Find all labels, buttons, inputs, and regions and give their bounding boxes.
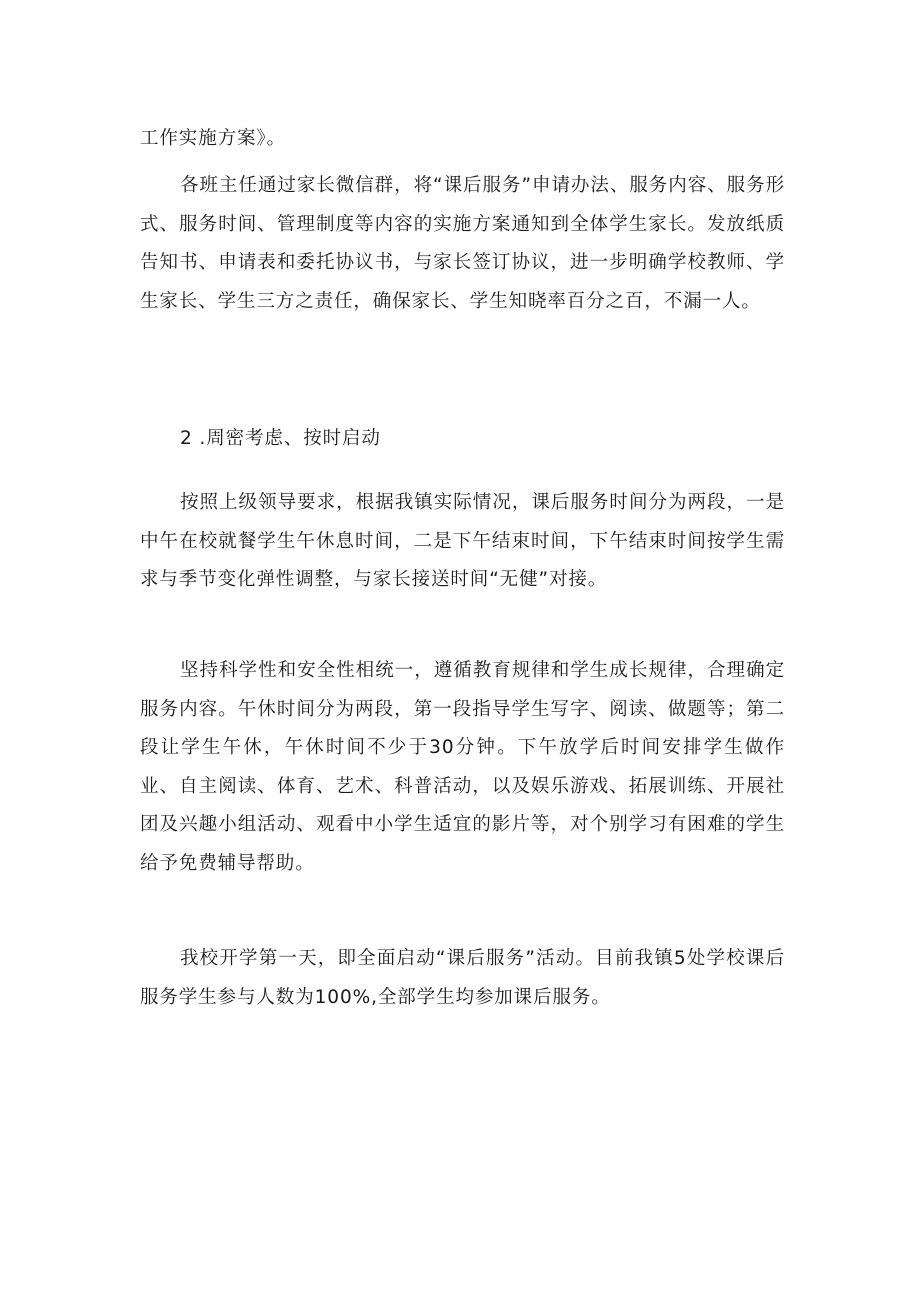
paragraph-launch: 我校开学第一天，即全面启动“课后服务”活动。目前我镇5处学校课后服务学生参与人数为100%,全部学生均参加课后服务。 — [140, 948, 785, 1008]
paragraph-schedule: 按照上级领导要求，根据我镇实际情况，课后服务时间分为两段，一是中午在校就餐学生午休息时间，二是下午结束时间，下午结束时间按学生需求与季节变化弹性调整，与家长接送时间“无健”对接。 — [140, 492, 785, 590]
section-heading: 2 .周密考虑、按时启动 — [180, 428, 381, 449]
paragraph-continuation: 工作实施方案》。 — [140, 128, 286, 149]
paragraph-notification: 各班主任通过家长微信群，将“课后服务”申请办法、服务内容、服务形式、服务时间、管理制度等内容的实施方案通知到全体学生家长。发放纸质告知书、申请表和委托协议书，与家长签订协议，进一步明确学校教师、学生家长、学生三方之责任，确保家长、学生知晓率百分之百，不漏一人。 — [140, 175, 785, 312]
paragraph-content: 坚持科学性和安全性相统一，遵循教育规律和学生成长规律，合理确定服务内容。午休时间分为两段，第一段指导学生写字、阅读、做题等；第二段让学生午休，午休时间不少于30分钟。下午放学后时间安排学生做作业、自主阅读、体育、艺术、科普活动，以及娱乐游戏、拓展训练、开展社团及兴趣小组活动、观看中小学生适宜的影片等，对个别学习有困难的学生给予免费辅导帮助。 — [140, 660, 785, 874]
